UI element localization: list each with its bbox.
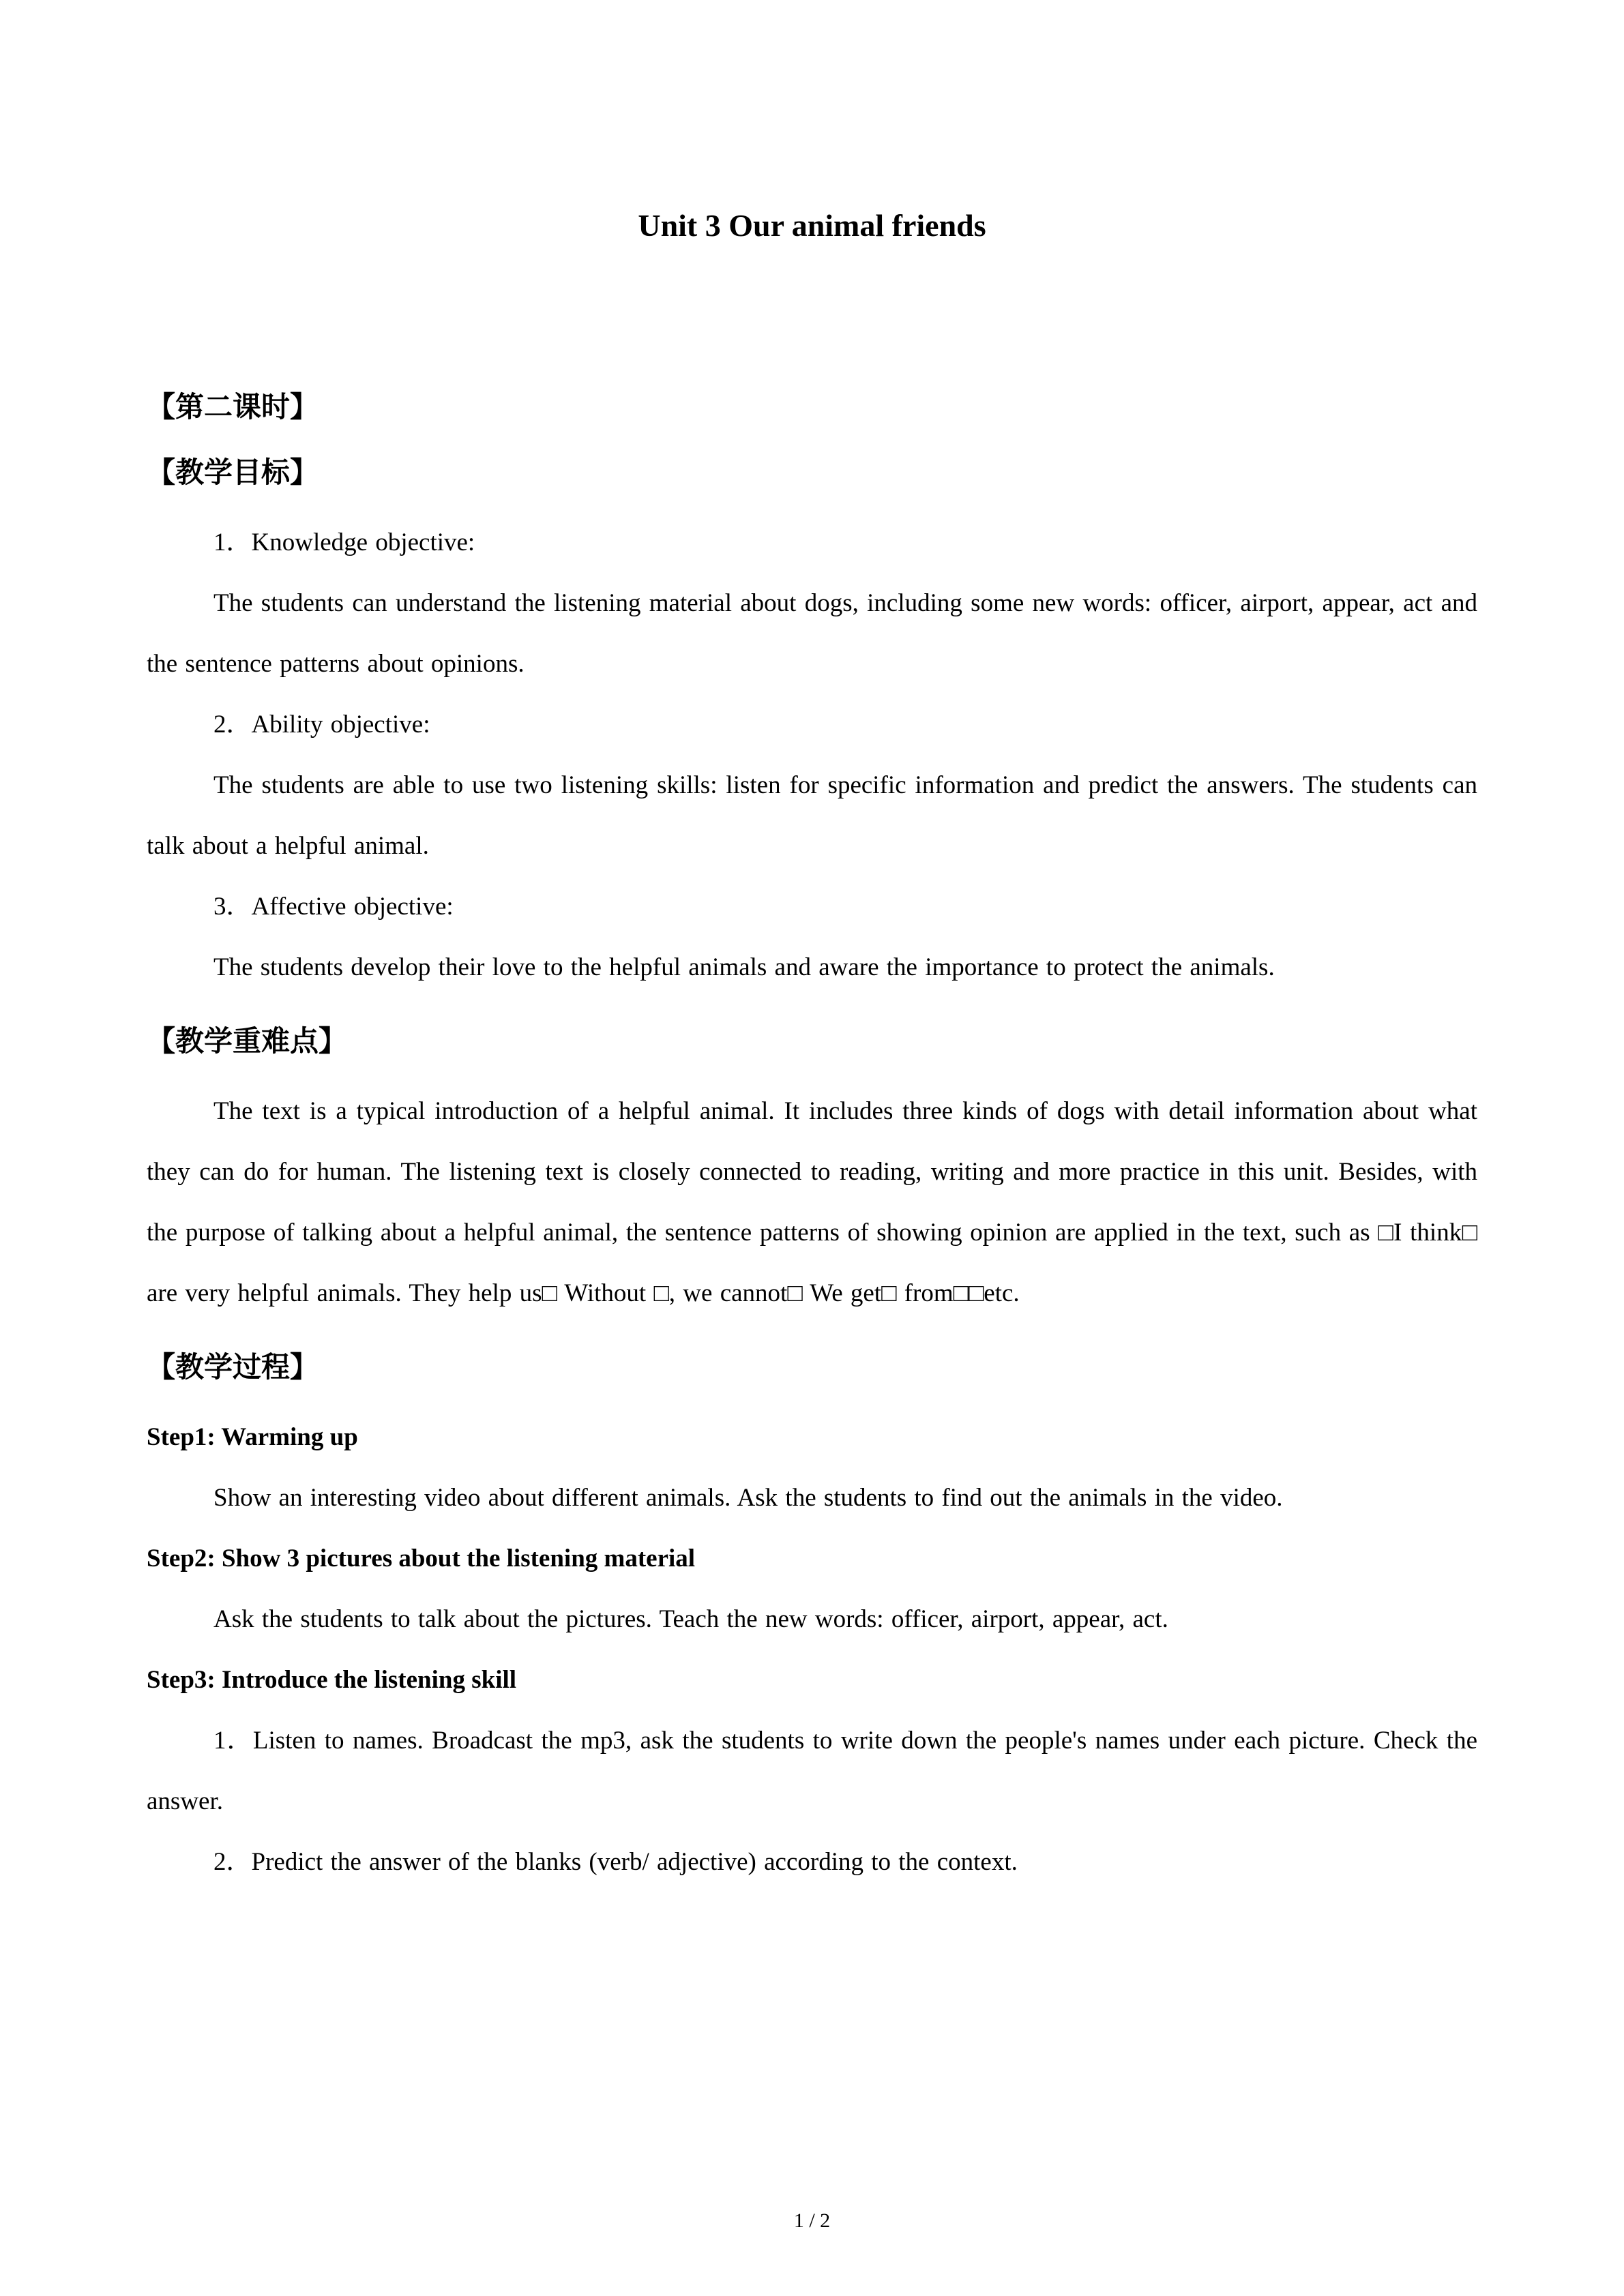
paragraph: Show an interesting video about different animals. Ask the students to find out the animals in the video. [213, 1484, 1283, 1512]
paragraph: 1．Knowledge objective: [213, 528, 475, 556]
paragraph: The text is a typical introduction of a helpful animal. It includes three kinds of dogs with detail information about what they can do for human. The listening text is closely connected to reading, writing and more practice in this unit. Besides, with the purpose of talking about a helpful animal, the sentence patterns of showing opinion are applied in the text, such as □I think□ are very helpful animals. They help us□ Without □, we cannot□ We get□ from□□etc. [147, 1097, 1477, 1307]
document-title: Unit 3 Our animal friends [638, 208, 986, 243]
step-heading-1: Step1: Warming up [147, 1423, 358, 1451]
paragraph: Ask the students to talk about the pictures. Teach the new words: officer, airport, appear, act. [213, 1605, 1168, 1633]
step-heading-3: Step3: Introduce the listening skill [147, 1666, 517, 1694]
section-heading-process: 【教学过程】 [147, 1352, 319, 1384]
step-heading-2: Step2: Show 3 pictures about the listening material [147, 1545, 696, 1572]
paragraph: The students are able to use two listening skills: listen for specific information and predict the answers. The students can talk about a helpful animal. [147, 771, 1477, 860]
page-number: 1 / 2 [793, 2209, 831, 2232]
section-heading-objectives: 【教学目标】 [147, 458, 319, 489]
paragraph: 2．Ability objective: [213, 711, 430, 739]
paragraph: The students develop their love to the helpful animals and aware the importance to protect the animals. [213, 953, 1275, 981]
paragraph: 2．Predict the answer of the blanks (verb/ adjective) according to the context. [213, 1848, 1018, 1876]
paragraph: 1．Listen to names. Broadcast the mp3, ask the students to write down the people's names under each picture. Check the answer. [147, 1727, 1477, 1815]
paragraph: 3．Affective objective: [213, 893, 454, 921]
paragraph: The students can understand the listening material about dogs, including some new words: officer, airport, appear, act and the sentence patterns about opinions. [147, 589, 1477, 678]
section-heading-lesson: 【第二课时】 [147, 392, 319, 423]
section-heading-key-points: 【教学重难点】 [147, 1026, 348, 1058]
